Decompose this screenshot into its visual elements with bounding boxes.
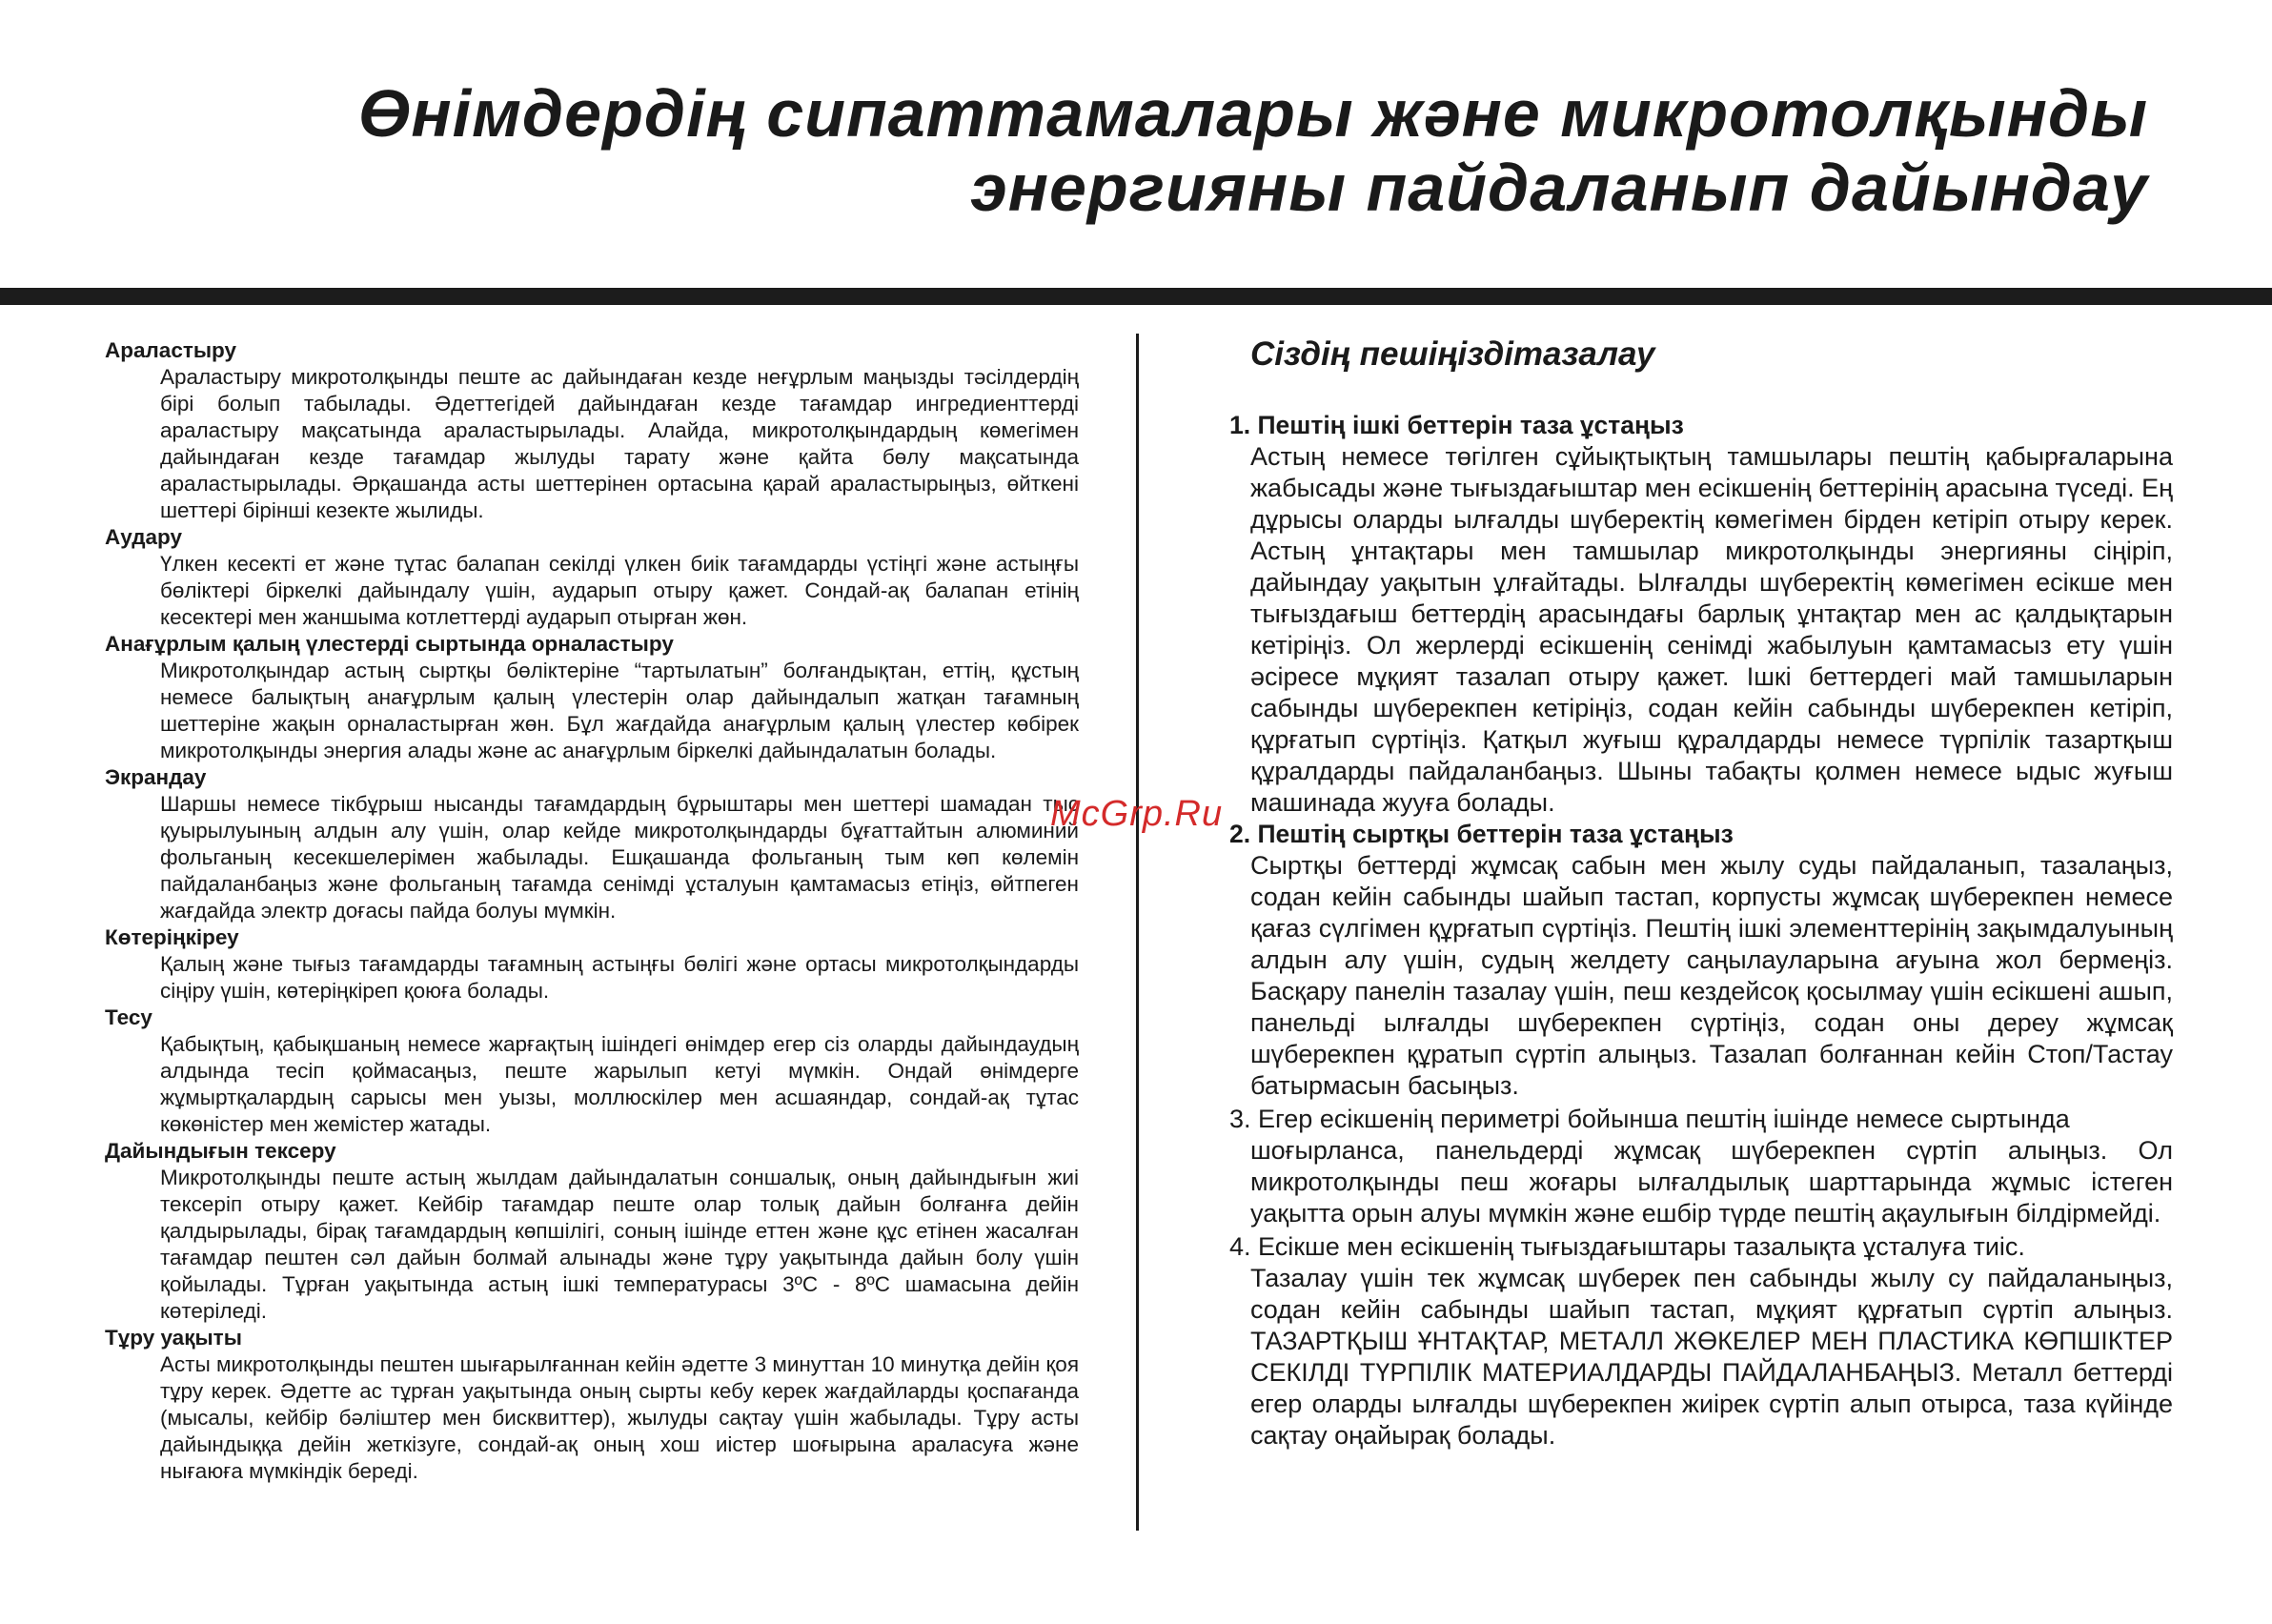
left-column	[105, 337, 1079, 1485]
section-body: Үлкен кесекті ет және тұтас балапан секілді үлкен биік тағамдарды үстіңгі және астыңғы бөліктері біркелкі дайындалу үшін, аударып отыру қажет. Сондай-ақ балапан етінің кесектері мен жаншыма котлеттерді аударып отырған жөн.	[160, 552, 1079, 629]
section-body: Қалың және тығыз тағамдарды тағамның астыңғы бөлігі және ортасы микротолқындарды сіңіру үшін, көтеріңкіреп қоюға болады.	[160, 952, 1079, 1003]
page-title-line-2: энергияны пайдаланып дайындау	[970, 151, 2148, 225]
cleaning-item-body: Сыртқы беттерді жұмсақ сабын мен жылу суды пайдаланып, тазалаңыз, содан кейін сабынды шайып тастап, корпусты жұмсақ шүберекпен немесе қағаз сүлгімен құрғатып сүртіңіз. Пештің ішкі элементтерінің зақымдалуының алдын алу үшін, судың желдету саңылауларына ағуына жол бермеңіз. Басқару панелін тазалау үшін, пеш кездейсоқ қосылмау үшін есікшені ашып, панельді ылғалды шүберекпен сүртіңіз, содан оны дереу жұмсақ шүберекпен құратып сүртіп алыңыз. Тазалап болғаннан кейін Стоп/Тастау батырмасын басыңыз.	[1250, 851, 2173, 1100]
title-rule	[0, 288, 2272, 305]
section-body: Микротолқынды пеште астың жылдам дайындалатын соншалық, оның дайындығын жиі тексеріп отыру қажет. Кейбір тағамдар пеште олар толық дайын болғанға дейін қалдырылады, бірақ тағамдардың көпшілігі, соның ішінде еттен және құс етінен жасалған тағамдар пештен сәл дайын болмай алынады және тұру уақытында дайын болу үшін қойылады. Тұрған уақытында астың ішкі температурасы 3ºC - 8ºC шамасына дейін көтеріледі.	[160, 1166, 1079, 1323]
page-title-line-1: Өнімдердің сипаттамалары және микротолқынды	[357, 76, 2148, 151]
section-body: Қабықтың, қабықшаның немесе жарғақтың ішіндегі өнімдер егер сіз оларды дайындаудың алдында тесіп қоймасаңыз, пеште жарылып кетуі мүмкін. Ондай өнімдерге жұмыртқалардың сарысы мен уызы, моллюскілер мен асшаяндар, сондай-ақ тұтас көкөністер мен жемістер жатады.	[160, 1032, 1079, 1136]
page-title	[242, 76, 2148, 225]
cleaning-section-title: Сіздің пешіңіздітазалау	[1250, 335, 1655, 373]
section-body: Шаршы немесе тікбұрыш нысанды тағамдардың бұрыштары мен шеттері шамадан тыс қуырылуының алдын алу үшін, олар кейде микротолқындарды бұғаттайтын алюминий фольганың кесекшелерімен жабылады. Ешқашанда фольганың тым көп көлемін пайдаланбаңыз және фольганың тағамда сенімді ұсталуын қамтамасыз етіңіз, өйтпеген жағдайда электр доғасы пайда болуы мүмкін.	[160, 792, 1079, 923]
section-heading: Аудару	[105, 525, 182, 549]
cleaning-item-first-line: 4. Есікше мен есікшенің тығыздағыштары тазалықта ұсталуға тиіс.	[1229, 1232, 2025, 1261]
section-heading: Экрандау	[105, 765, 207, 789]
watermark: McGrp.Ru	[1050, 794, 1224, 834]
section-body: Араластыру микротолқынды пеште ас дайындаған кезде неғұрлым маңызды тәсілдердің бірі болып табылады. Әдеттегідей дайындаған кезде тағамдар ингредиенттерді араластыру мақсатында араластырылады. Алайда, микротолқындардың көмегімен дайындаған кезде тағамдар жылуды тарату және қайта бөлу мақсатында араластырылады. Әрқашанда асты шеттерінен ортасына қарай араластырыңыз, өйткені шеттері бірінші кезекте жылиды.	[160, 365, 1079, 522]
cleaning-item-body: Тазалау үшін тек жұмсақ шүберек пен сабынды жылу су пайдаланыңыз, содан кейін сабынды шайып тастап, мұқият құрғатып сүртіп алыңыз. ТАЗАРТҚЫШ ҰНТАҚТАР, МЕТАЛЛ ЖӨКЕЛЕР МЕН ПЛАСТИКА КӨПШІКТЕР СЕКІЛДІ ТҮРПІЛІК МАТЕРИАЛДАРДЫ ПАЙДАЛАНБАҢЫЗ. Металл беттерді егер оларды ылғалды шүберекпен жиірек сүртіп алып отырса, таза күйінде сақтау оңайырақ болады.	[1250, 1264, 2173, 1450]
section-heading: Көтеріңкіреу	[105, 925, 239, 949]
section-body: Асты микротолқынды пештен шығарылғаннан кейін әдетте 3 минуттан 10 минутқа дейін қоя тұру керек. Әдетте ас тұрған уақытында оның сырты кебу керек жағдайларды қоспағанда (мысалы, кейбір бәліштер мен бисквиттер), жылуды сақтау үшін жабылады. Тұру асты дайындыққа дейін жеткізуге, сондай-ақ оның хош иістер шоғырына араласуға және нығаюға мүмкіндік береді.	[160, 1352, 1079, 1483]
cleaning-item-heading: 2. Пештің сыртқы беттерін таза ұстаңыз	[1229, 820, 1734, 848]
section-heading: Тесу	[105, 1005, 152, 1029]
section-heading: Анағұрлым қалың үлестерді сыртында орналастыру	[105, 632, 674, 656]
section-heading: Араластыру	[105, 338, 237, 362]
cleaning-item-body: Астың немесе төгілген сұйықтықтың тамшылары пештің қабырғаларына жабысады және тығыздағыштар мен есікшенің беттерінің арасына түседі. Ең дұрысы оларды ылғалды шүберектің көмегімен бірден кетіріп отыру керек. Астың ұнтақтары мен тамшылар микротолқынды энергияны сіңіріп, дайындау уақытын ұлғайтады. Ылғалды шүберектің көмегімен есікше мен тығыздағыш беттердің арасындағы барлық ұнтақтар мен ас қалдықтарын кетіріңіз. Ол жерлерді есікшенің сенімді жабылуын қамтамасыз ету үшін әсіресе мұқият тазалап отыру қажет. Ішкі беттердегі май тамшыларын сабынды шүберекпен кетіріңіз, содан кейін сабынды шүберекпен кетіріп, құрғатып сүртіңіз. Қатқыл жуғыш құралдарды немесе түрпілік тазартқыш құралдарды пайдаланбаңыз. Шыны табақты қолмен немесе ыдыс жуғыш машинада жууға болады.	[1250, 442, 2173, 817]
cleaning-item-heading: 1. Пештің ішкі беттерін таза ұстаңыз	[1229, 411, 1684, 439]
column-divider	[1136, 334, 1139, 1531]
right-column	[1229, 334, 2173, 1451]
section-heading: Дайындығын тексеру	[105, 1139, 336, 1163]
cleaning-item-body: шоғырланса, панельдерді жұмсақ шүберекпен сүртіп алыңыз. Ол микротолқынды пеш жоғары ылғалдылық шарттарында жұмыс істеген уақытта орын алуы мүмкін және ешбір түрде пештің ақаулығын білдірмейді.	[1250, 1136, 2173, 1228]
section-heading: Тұру уақыты	[105, 1326, 242, 1350]
section-body: Микротолқындар астың сыртқы бөліктеріне “тартылатын” болғандықтан, еттің, құстың немесе балықтың анағұрлым қалың үлестерін олар дайындалып жатқан тағамның шеттеріне жақын орналастырған жөн. Бұл жағдайда анағұрлым қалың үлестер көбірек микротолқынды энергия алады және ас анағұрлым біркелкі дайындалатын болады.	[160, 659, 1079, 762]
cleaning-item-first-line: 3. Егер есікшенің периметрі бойынша пештің ішінде немесе сыртында	[1229, 1105, 2070, 1133]
